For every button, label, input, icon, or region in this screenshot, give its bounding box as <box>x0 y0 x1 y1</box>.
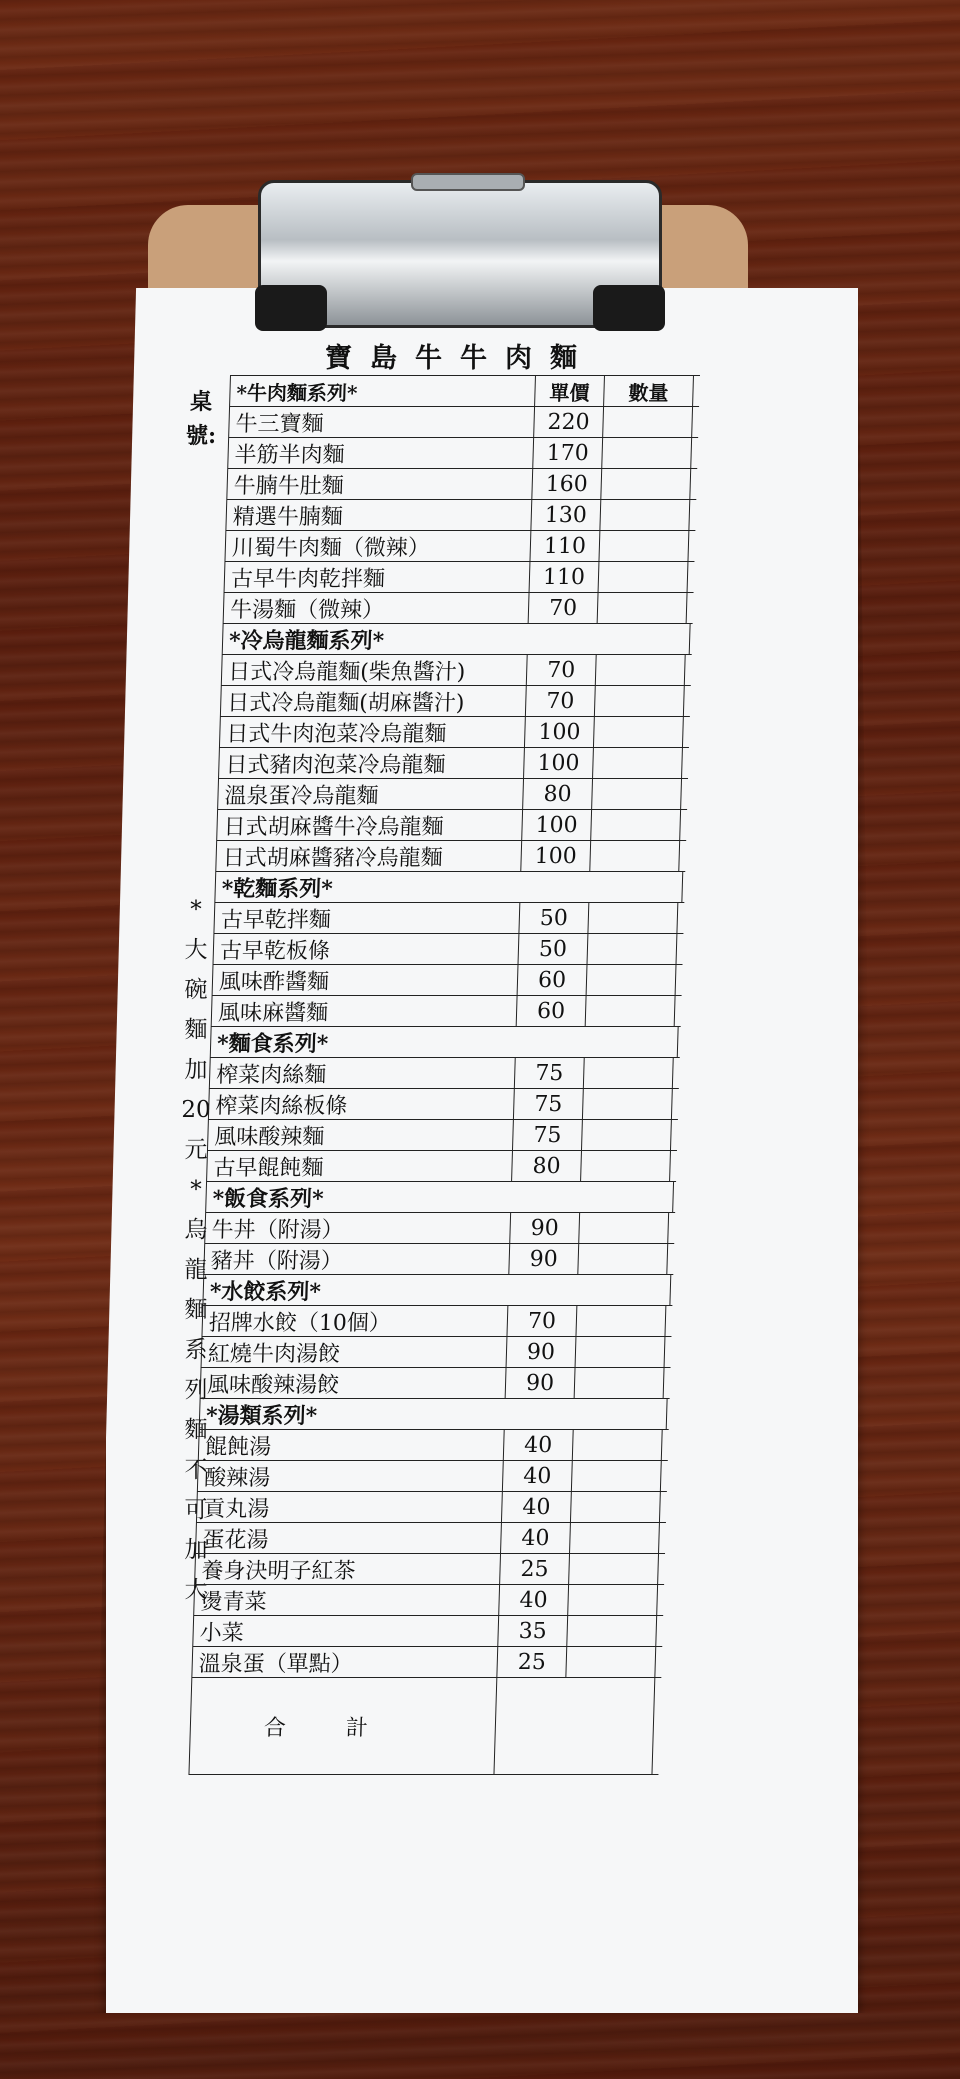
menu-item-price: 60 <box>517 965 587 995</box>
menu-item-price: 70 <box>528 593 598 623</box>
section-title: *冷烏龍麵系列* <box>222 624 691 654</box>
menu-item-row <box>201 1337 672 1368</box>
menu-item-quantity[interactable] <box>583 1058 674 1088</box>
side-note-char: 烏 <box>184 1217 208 1243</box>
menu-item-name: 招牌水餃（10個） <box>201 1306 507 1336</box>
menu-item-name: 古早乾拌麵 <box>213 903 519 933</box>
menu-item-row <box>209 1058 680 1089</box>
clip-foot-right <box>593 285 665 331</box>
menu-item-name: 日式豬肉泡菜冷烏龍麵 <box>218 748 524 778</box>
menu-item-quantity[interactable] <box>594 686 685 716</box>
clip-hinge <box>411 173 525 191</box>
side-note-char: 大 <box>184 937 208 963</box>
menu-item-price: 100 <box>520 841 590 871</box>
menu-item-price: 90 <box>505 1368 575 1398</box>
menu-item-price: 60 <box>516 996 586 1026</box>
menu-item-name: 餛飩湯 <box>198 1430 504 1460</box>
menu-item-row <box>221 655 692 686</box>
menu-item-row <box>212 934 683 965</box>
menu-item-quantity[interactable] <box>587 903 678 933</box>
menu-item-price: 70 <box>506 1306 576 1336</box>
menu-item-name: 燙青菜 <box>193 1585 499 1615</box>
menu-item-quantity[interactable] <box>599 500 690 530</box>
menu-item-quantity[interactable] <box>571 1461 662 1491</box>
section-title: *水餃系列* <box>202 1275 671 1305</box>
menu-item-name: 川蜀牛肉麵（微辣） <box>224 531 530 561</box>
menu-item-name: 日式牛肉泡菜冷烏龍麵 <box>219 717 525 747</box>
menu-item-price: 220 <box>533 407 603 437</box>
menu-item-name: 風味酢醬麵 <box>212 965 518 995</box>
side-note-char: 麵 <box>184 1297 208 1323</box>
menu-item-price: 80 <box>522 779 592 809</box>
menu-item-name: 牛湯麵（微辣） <box>223 593 529 623</box>
menu-item-quantity[interactable] <box>593 717 684 747</box>
menu-item-price: 70 <box>525 686 595 716</box>
menu-item-quantity[interactable] <box>587 934 678 964</box>
side-note-char: 麵 <box>184 1417 208 1443</box>
side-note-char: 麵 <box>184 1017 208 1043</box>
menu-item-name: 半筋半肉麵 <box>227 438 533 468</box>
menu-item-quantity[interactable] <box>601 438 692 468</box>
menu-item-row <box>226 469 697 500</box>
quantity-header: 數量 <box>603 376 694 406</box>
menu-item-row <box>207 1120 678 1151</box>
menu-item-price: 75 <box>513 1089 583 1119</box>
menu-item-row <box>227 438 698 469</box>
menu-item-price: 110 <box>529 531 599 561</box>
section-header-row <box>205 1182 676 1213</box>
menu-item-quantity[interactable] <box>570 1492 661 1522</box>
menu-item-name: 日式胡麻醬牛冷烏龍麵 <box>216 810 522 840</box>
menu-item-quantity[interactable] <box>567 1585 658 1615</box>
menu-item-row <box>206 1151 677 1182</box>
menu-item-price: 70 <box>526 655 596 685</box>
menu-item-row <box>217 779 688 810</box>
menu-item-row <box>194 1554 665 1585</box>
menu-item-name: 牛腩牛肚麵 <box>226 469 532 499</box>
menu-item-row <box>197 1461 668 1492</box>
menu-item-price: 75 <box>514 1058 584 1088</box>
menu-item-quantity[interactable] <box>586 965 677 995</box>
menu-item-quantity[interactable] <box>575 1337 666 1367</box>
menu-item-quantity[interactable] <box>598 531 689 561</box>
menu-item-name: 古早餛飩麵 <box>206 1151 512 1181</box>
menu-item-quantity[interactable] <box>577 1244 668 1274</box>
menu-item-name: 溫泉蛋冷烏龍麵 <box>217 779 523 809</box>
menu-item-name: 日式胡麻醬豬冷烏龍麵 <box>215 841 521 871</box>
menu-item-name: 榨菜肉絲麵 <box>209 1058 515 1088</box>
menu-item-quantity[interactable] <box>591 779 682 809</box>
menu-item-name: 日式冷烏龍麵(胡麻醬汁) <box>220 686 526 716</box>
menu-item-quantity[interactable] <box>566 1616 657 1646</box>
menu-item-price: 50 <box>518 903 588 933</box>
menu-item-row <box>228 407 699 438</box>
section-title: *麵食系列* <box>210 1027 679 1057</box>
menu-item-row <box>219 717 690 748</box>
menu-item-quantity[interactable] <box>602 407 693 437</box>
menu-item-quantity[interactable] <box>565 1647 656 1677</box>
side-note-char: 碗 <box>184 977 208 1003</box>
menu-item-name: 養身決明子紅茶 <box>194 1554 500 1584</box>
menu-item-price: 50 <box>518 934 588 964</box>
table-number-label: 桌號: <box>186 389 217 449</box>
side-note-char: 加 <box>184 1537 208 1563</box>
menu-item-name: 古早乾板條 <box>213 934 519 964</box>
menu-item-row <box>192 1616 663 1647</box>
menu-item-quantity[interactable] <box>582 1089 673 1119</box>
side-note-char: 不 <box>184 1457 208 1483</box>
total-row <box>188 1678 661 1775</box>
menu-item-quantity[interactable] <box>589 841 680 871</box>
menu-item-row <box>203 1244 674 1275</box>
menu-item-row <box>216 810 687 841</box>
menu-item-row <box>224 531 695 562</box>
menu-item-name: 風味酸辣麵 <box>207 1120 513 1150</box>
menu-item-price: 90 <box>508 1244 578 1274</box>
menu-item-quantity[interactable] <box>597 593 688 623</box>
menu-item-price: 160 <box>531 469 601 499</box>
menu-item-name: 溫泉蛋（單點） <box>191 1647 497 1677</box>
section-title: *牛肉麵系列* <box>229 376 535 406</box>
menu-item-name: 貢丸湯 <box>196 1492 502 1522</box>
section-title: *湯類系列* <box>199 1399 668 1429</box>
menu-item-row <box>208 1089 679 1120</box>
menu-item-row <box>204 1213 675 1244</box>
menu-item-name: 小菜 <box>192 1616 498 1646</box>
menu-item-row <box>195 1523 666 1554</box>
menu-item-row <box>196 1492 667 1523</box>
menu-item-price: 100 <box>524 717 594 747</box>
menu-item-name: 豬丼（附湯） <box>203 1244 509 1274</box>
menu-item-name: 古早牛肉乾拌麵 <box>224 562 530 592</box>
menu-item-quantity[interactable] <box>568 1554 659 1584</box>
menu-item-row <box>211 996 682 1027</box>
menu-item-price: 25 <box>496 1647 566 1677</box>
section-header-row <box>210 1027 681 1058</box>
side-note-char: 20 <box>181 1097 211 1123</box>
menu-item-quantity[interactable] <box>598 562 689 592</box>
clip-foot-left <box>255 285 327 331</box>
order-form-table <box>188 375 700 1775</box>
side-note-char: 大 <box>184 1577 208 1603</box>
restaurant-title: 寶島牛牛肉麵 <box>325 343 595 374</box>
menu-item-price: 25 <box>499 1554 569 1584</box>
side-note-char: 可 <box>184 1497 208 1523</box>
menu-item-price: 40 <box>502 1461 572 1491</box>
menu-item-row <box>193 1585 664 1616</box>
section-header-row <box>222 624 693 655</box>
menu-item-price: 40 <box>501 1492 571 1522</box>
menu-item-price: 40 <box>498 1585 568 1615</box>
menu-item-name: 蛋花湯 <box>195 1523 501 1553</box>
menu-item-price: 40 <box>503 1430 573 1460</box>
menu-item-name: 榨菜肉絲板條 <box>208 1089 514 1119</box>
side-note-char: 加 <box>184 1057 208 1083</box>
menu-item-price: 100 <box>521 810 591 840</box>
menu-item-row <box>223 593 694 624</box>
total-label: 合計 <box>188 1678 496 1774</box>
menu-item-price: 90 <box>506 1337 576 1367</box>
menu-item-price: 80 <box>511 1151 581 1181</box>
menu-item-name: 風味酸辣湯餃 <box>200 1368 506 1398</box>
side-note-char: * <box>190 897 202 923</box>
menu-item-quantity[interactable] <box>600 469 691 499</box>
menu-item-quantity[interactable] <box>578 1213 669 1243</box>
menu-item-name: 日式冷烏龍麵(柴魚醬汁) <box>221 655 527 685</box>
menu-item-quantity[interactable] <box>572 1430 663 1460</box>
menu-item-name: 牛三寶麵 <box>228 407 534 437</box>
menu-item-quantity[interactable] <box>581 1120 672 1150</box>
total-amount[interactable] <box>493 1678 655 1774</box>
menu-item-row <box>200 1368 671 1399</box>
menu-item-name: 精選牛腩麵 <box>225 500 531 530</box>
menu-item-price: 130 <box>530 500 600 530</box>
menu-item-quantity[interactable] <box>575 1306 666 1336</box>
menu-item-quantity[interactable] <box>585 996 676 1026</box>
menu-item-row <box>213 903 684 934</box>
menu-item-quantity[interactable] <box>580 1151 671 1181</box>
menu-item-price: 100 <box>523 748 593 778</box>
menu-item-name: 酸辣湯 <box>197 1461 503 1491</box>
menu-item-quantity[interactable] <box>574 1368 665 1398</box>
menu-item-quantity[interactable] <box>590 810 681 840</box>
menu-item-row <box>212 965 683 996</box>
menu-item-quantity[interactable] <box>595 655 686 685</box>
section-header-row <box>199 1399 670 1430</box>
menu-item-price: 170 <box>532 438 602 468</box>
clipboard-clip <box>258 180 662 328</box>
menu-item-row <box>191 1647 662 1678</box>
menu-item-row <box>225 500 696 531</box>
section-header-row <box>202 1275 673 1306</box>
side-note-char: 系 <box>184 1337 208 1363</box>
price-header: 單價 <box>534 376 604 406</box>
side-note-char: 元 <box>184 1137 208 1163</box>
side-note-char: 龍 <box>184 1257 208 1283</box>
menu-item-quantity[interactable] <box>592 748 683 778</box>
menu-item-row <box>198 1430 669 1461</box>
menu-item-name: 牛丼（附湯） <box>204 1213 510 1243</box>
side-note-char: * <box>190 1177 202 1203</box>
menu-item-name: 紅燒牛肉湯餃 <box>201 1337 507 1367</box>
section-title: *飯食系列* <box>205 1182 674 1212</box>
menu-item-price: 110 <box>529 562 599 592</box>
menu-item-price: 35 <box>497 1616 567 1646</box>
menu-item-quantity[interactable] <box>569 1523 660 1553</box>
side-note-char: 列 <box>184 1377 208 1403</box>
menu-item-row <box>224 562 695 593</box>
menu-item-price: 40 <box>500 1523 570 1553</box>
menu-item-row <box>218 748 689 779</box>
menu-item-price: 90 <box>509 1213 579 1243</box>
menu-item-name: 風味麻醬麵 <box>211 996 517 1026</box>
menu-item-row <box>220 686 691 717</box>
menu-item-row <box>201 1306 672 1337</box>
menu-item-row <box>215 841 686 872</box>
section-header-row <box>214 872 685 903</box>
section-title: *乾麵系列* <box>214 872 683 902</box>
table-header-row <box>229 375 700 407</box>
menu-item-price: 75 <box>512 1120 582 1150</box>
